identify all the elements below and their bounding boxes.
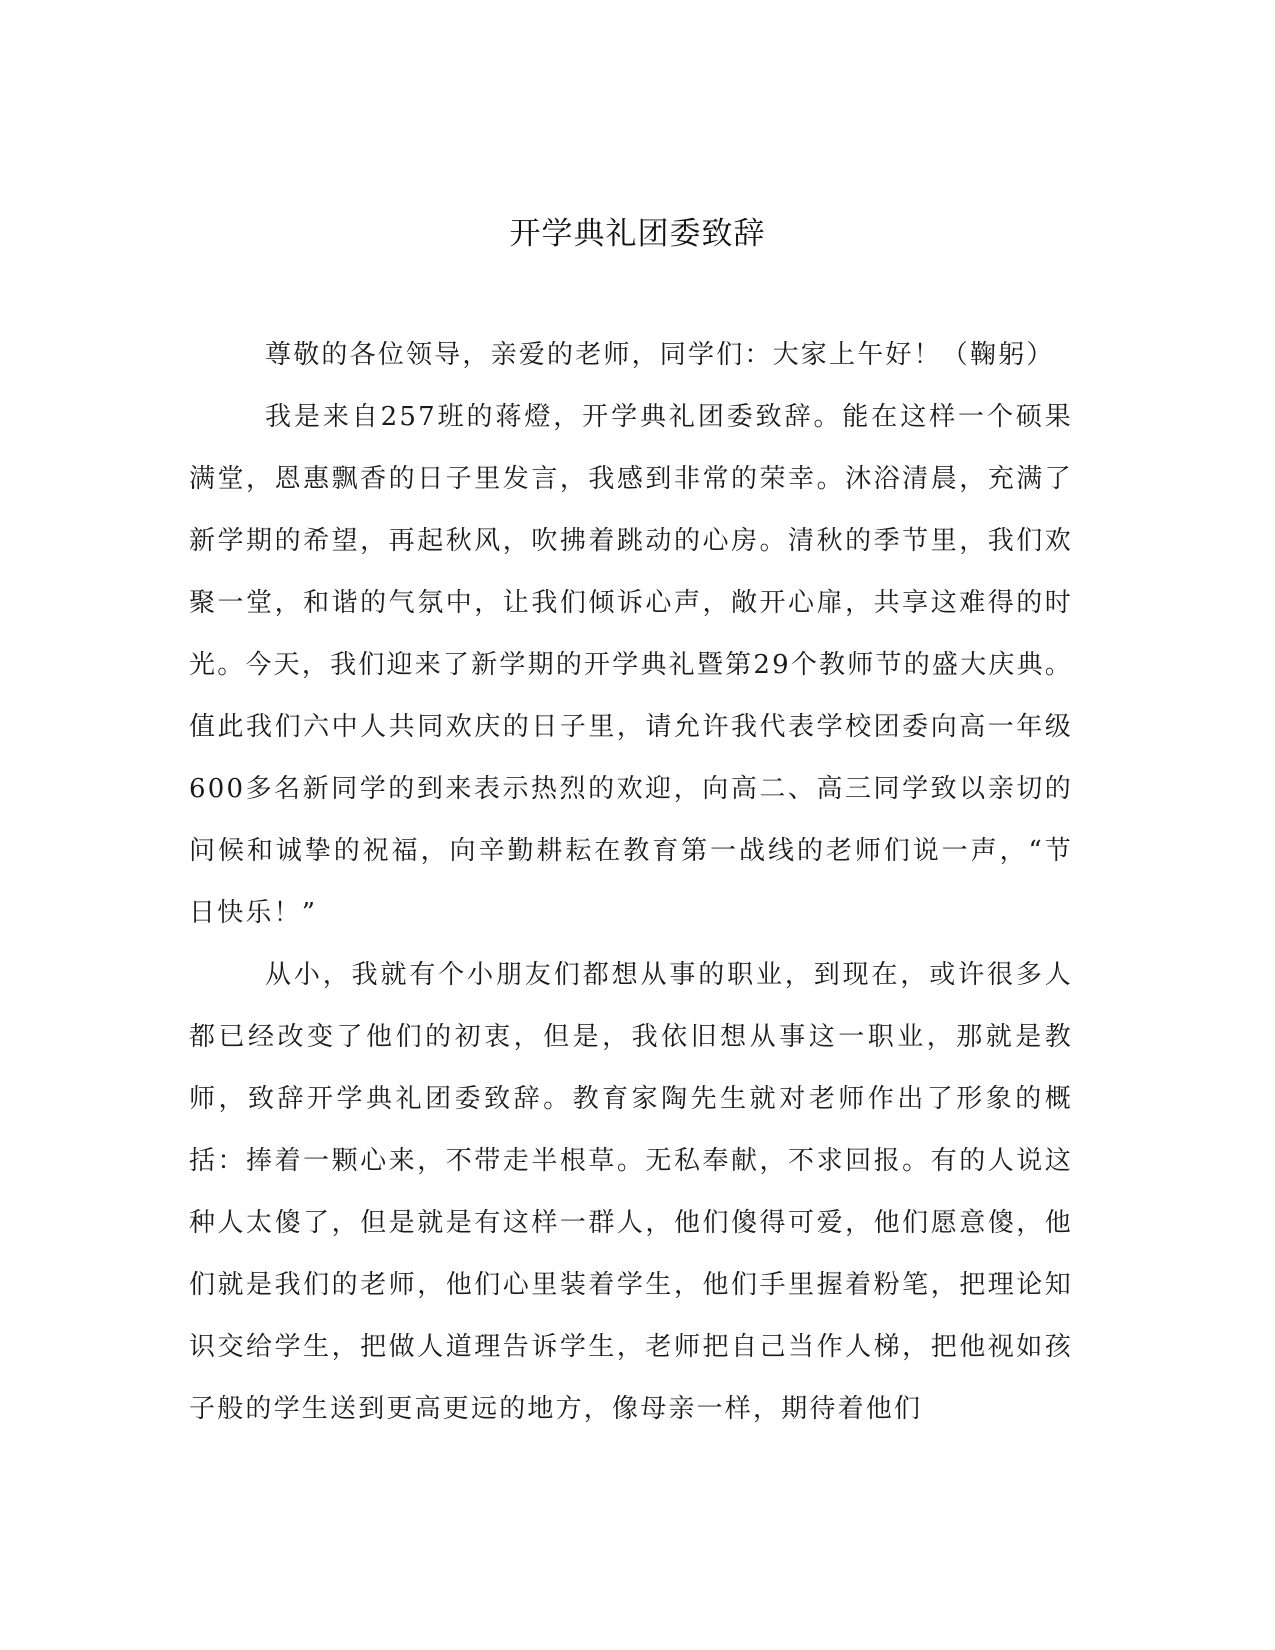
paragraph-teachers: 从小，我就有个小朋友们都想从事的职业，到现在，或许很多人都已经改变了他们的初衷，但是，我依旧想从事这一职业，那就是教师，致辞开学典礼团委致辞。教育家陶先生就对老师作出了形象的概括：捧着一颗心来，不带走半根草。无私奉献，不求回报。有的人说这种人太傻了，但是就是有这样一群人，他们傻得可爱，他们愿意傻，他们就是我们的老师，他们心里装着学生，他们手里握着粉笔，把理论知识交给学生，把做人道理告诉学生，老师把自己当作人梯，把他视如孩子般的学生送到更高更远的地方，像母亲一样，期待着他们 <box>189 960 1073 1424</box>
document-body <box>189 324 1073 1440</box>
paragraph-introduction: 我是来自257班的蒋燈，开学典礼团委致辞。能在这样一个硕果满堂，恩惠飘香的日子里发言，我感到非常的荣幸。沐浴清晨，充满了新学期的希望，再起秋风，吹拂着跳动的心房。清秋的季节里，我们欢聚一堂，和谐的气氛中，让我们倾诉心声，敞开心扉，共享这难得的时光。今天，我们迎来了新学期的开学典礼暨第29个教师节的盛大庆典。值此我们六中人共同欢庆的日子里，请允许我代表学校团委向高一年级600多名新同学的到来表示热烈的欢迎，向高二、高三同学致以亲切的问候和诚挚的祝福，向辛勤耕耘在教育第一战线的老师们说一声，“节日快乐！” <box>189 402 1073 928</box>
document-title: 开学典礼团委致辞 <box>509 216 766 252</box>
paragraph-greeting: 尊敬的各位领导，亲爱的老师，同学们：大家上午好！（鞠躬） <box>265 340 1055 370</box>
